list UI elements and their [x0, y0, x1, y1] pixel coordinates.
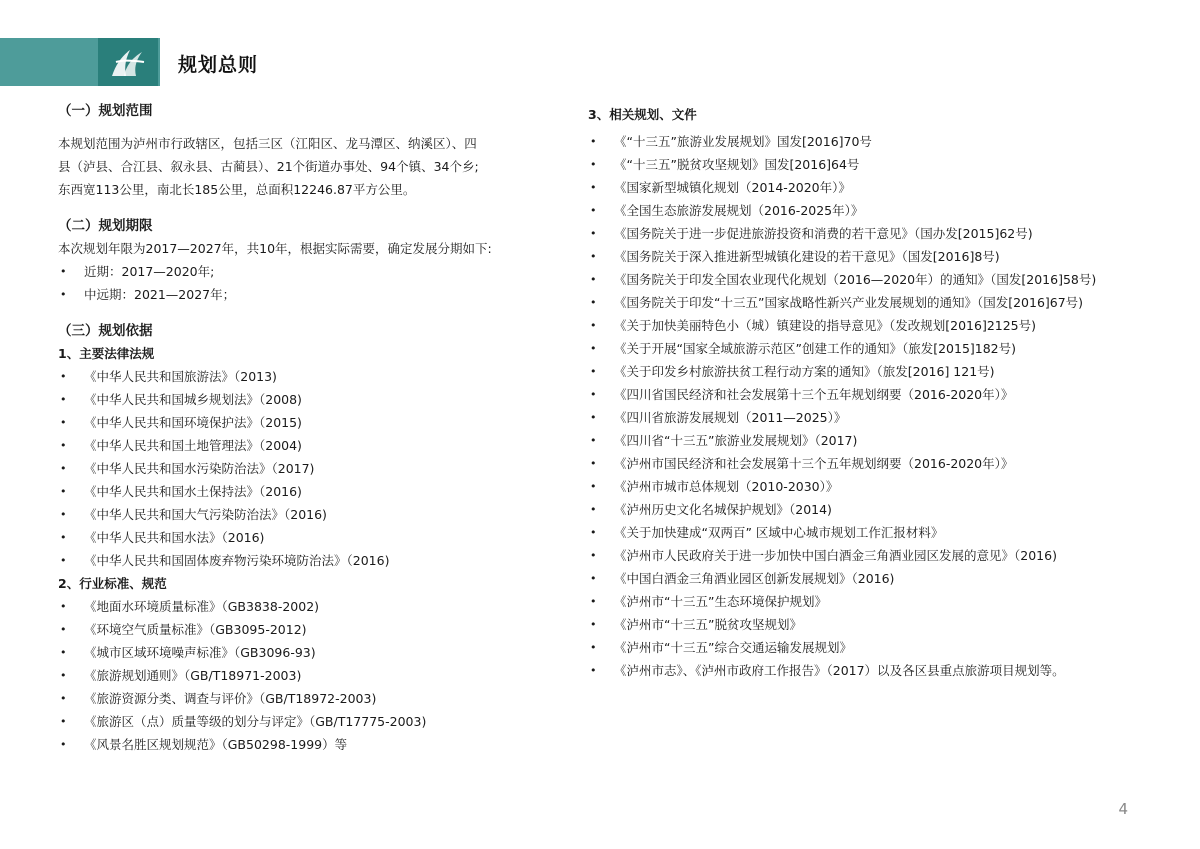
list-item: • 《风景名胜区规划规范》（GB50298-1999）等 [58, 733, 558, 756]
scope-line: 县（泸县、合江县、叙永县、古蔺县）、21个街道办事处、94个镇、34个乡; [58, 159, 479, 174]
laws-subtitle: 1、主要法律法规 [58, 346, 155, 361]
list-item: • 《国务院关于印发“十三五”国家战略性新兴产业发展规划的通知》（国发[2016]67号) [588, 291, 1168, 314]
related-docs-list [588, 130, 1168, 682]
list-item: • 《泸州市国民经济和社会发展第十三个五年规划纲要（2016-2020年）》 [588, 452, 1168, 475]
basis-title: （三）规划依据 [58, 323, 153, 339]
logo [98, 38, 158, 86]
list-item: • 《中华人民共和国环境保护法》（2015) [58, 411, 558, 434]
period-list [58, 260, 558, 306]
list-item: • 《泸州市“十三五”脱贫攻坚规划》 [588, 613, 1168, 636]
left-column [58, 100, 558, 756]
list-item: • 《四川省旅游发展规划（2011—2025）》 [588, 406, 1168, 429]
list-item: • 《旅游规划通则》（GB/T18971-2003) [58, 664, 558, 687]
page-title: 规划总则 [178, 54, 259, 76]
list-item: • 近期：2017—2020年; [58, 260, 558, 283]
list-item: • 《国务院关于深入推进新型城镇化建设的若干意见》（国发[2016]8号) [588, 245, 1168, 268]
list-item: • 《泸州市“十三五”生态环境保护规划》 [588, 590, 1168, 613]
list-item: • 《中华人民共和国城乡规划法》（2008) [58, 388, 558, 411]
list-item: • 《泸州市“十三五”综合交通运输发展规划》 [588, 636, 1168, 659]
period-intro: 本次规划年限为2017—2027年，共10年，根据实际需要，确定发展分期如下: [58, 241, 492, 256]
list-item: • 《旅游区（点）质量等级的划分与评定》（GB/T17775-2003) [58, 710, 558, 733]
list-item: • 《中华人民共和国水污染防治法》（2017) [58, 457, 558, 480]
standards-subtitle: 2、行业标准、规范 [58, 576, 167, 591]
related-docs-title: 3、相关规划、文件 [588, 107, 697, 122]
period-title: （二）规划期限 [58, 218, 153, 234]
list-item: • 《关于加快建成“双两百” 区域中心城市规划工作汇报材料》 [588, 521, 1168, 544]
scope-line: 本规划范围为泸州市行政辖区，包括三区（江阳区、龙马潭区、纳溪区）、四 [58, 136, 477, 151]
list-item: • 《泸州历史文化名城保护规划》（2014) [588, 498, 1168, 521]
list-item: • 《中华人民共和国大气污染防治法》（2016) [58, 503, 558, 526]
list-item: • 《中华人民共和国土地管理法》（2004) [58, 434, 558, 457]
list-item: • 《泸州市志》、《泸州市政府工作报告》（2017）以及各区县重点旅游项目规划等。 [588, 659, 1168, 682]
list-item: • 《旅游资源分类、调查与评价》（GB/T18972-2003) [58, 687, 558, 710]
list-item: • 《地面水环境质量标准》（GB3838-2002) [58, 595, 558, 618]
list-item: • 《中华人民共和国水法》（2016) [58, 526, 558, 549]
list-item: • 《环境空气质量标准》（GB3095-2012) [58, 618, 558, 641]
scope-title: （一）规划范围 [58, 103, 153, 119]
list-item: • 《泸州市城市总体规划（2010-2030）》 [588, 475, 1168, 498]
list-item: • 《关于印发乡村旅游扶贫工程行动方案的通知》（旅发[2016] 121号) [588, 360, 1168, 383]
list-item: • 《城市区域环境噪声标准》（GB3096-93) [58, 641, 558, 664]
list-item: • 《四川省国民经济和社会发展第十三个五年规划纲要（2016-2020年）》 [588, 383, 1168, 406]
list-item: • 《中华人民共和国水土保持法》（2016) [58, 480, 558, 503]
list-item: • 《关于加快美丽特色小（城）镇建设的指导意见》（发改规划[2016]2125号) [588, 314, 1168, 337]
list-item: • 《“十三五”脱贫攻坚规划》国发[2016]64号 [588, 153, 1168, 176]
logo-icon [106, 42, 150, 82]
laws-list [58, 365, 558, 572]
standards-list [58, 595, 558, 756]
list-item: • 《中国白酒金三角酒业园区创新发展规划》（2016) [588, 567, 1168, 590]
list-item: • 《四川省“十三五”旅游业发展规划》（2017) [588, 429, 1168, 452]
list-item: • 《国务院关于印发全国农业现代化规划（2016—2020年）的通知》（国发[2016]58号) [588, 268, 1168, 291]
list-item: • 《国家新型城镇化规划（2014-2020年）》 [588, 176, 1168, 199]
list-item: • 《泸州市人民政府关于进一步加快中国白酒金三角酒业园区发展的意见》（2016) [588, 544, 1168, 567]
list-item: • 《全国生态旅游发展规划（2016-2025年）》 [588, 199, 1168, 222]
list-item: • 《中华人民共和国旅游法》（2013) [58, 365, 558, 388]
list-item: • 《“十三五”旅游业发展规划》国发[2016]70号 [588, 130, 1168, 153]
scope-line: 东西宽113公里，南北长185公里，总面积12246.87平方公里。 [58, 182, 416, 197]
list-item: • 《关于开展“国家全域旅游示范区”创建工作的通知》（旅发[2015]182号) [588, 337, 1168, 360]
list-item: • 中远期：2021—2027年； [58, 283, 558, 306]
list-item: • 《国务院关于进一步促进旅游投资和消费的若干意见》（国办发[2015]62号) [588, 222, 1168, 245]
page-number: 4 [1118, 800, 1128, 818]
right-column [588, 103, 1168, 682]
list-item: • 《中华人民共和国固体废弃物污染环境防治法》（2016) [58, 549, 558, 572]
